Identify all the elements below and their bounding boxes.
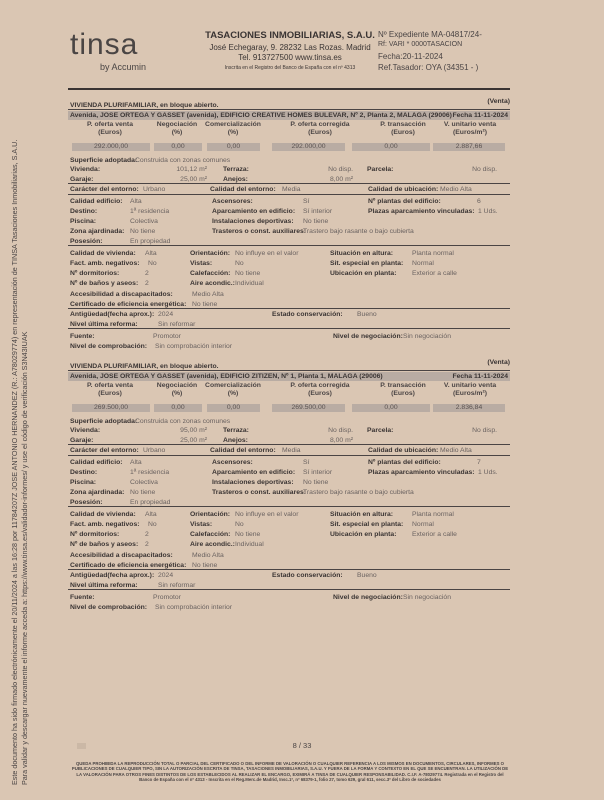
price-header: Negociación (%) [156, 121, 198, 136]
anejos-value: 8,00 m² [329, 176, 353, 183]
posesion-label: Posesión: [70, 499, 103, 506]
divider [68, 245, 510, 246]
calefaccion-value: No tiene [235, 531, 261, 538]
parcela-value: No disp. [472, 427, 497, 434]
price-value: 0,00 [154, 143, 202, 151]
property-address: Avenida, JOSE ORTEGA Y GASSET (avenida), EDIFICIO ZITIZEN, Nº 1, Planta 1, MALAGA (29006) [70, 373, 383, 380]
parcela-label: Parcela: [367, 427, 394, 434]
orientacion-label: Orientación: [190, 250, 231, 257]
zona-label: Zona ajardinada: [70, 228, 125, 235]
property-type: VIVIENDA PLURIFAMILIAR, en bloque abierto. [70, 102, 219, 109]
calefaccion-value: No tiene [235, 270, 261, 277]
calidad-entorno-label: Calidad del entorno: [210, 447, 276, 454]
aparcamiento-label: Aparcamiento en edificio: [212, 208, 296, 215]
plantas-label: Nº plantas del edificio: [368, 459, 441, 466]
plantas-value: 6 [477, 198, 481, 205]
divider [68, 109, 510, 110]
trasteros-label: Trasteros o const. auxiliares: [212, 489, 307, 496]
terraza-label: Terraza: [223, 427, 249, 434]
garaje-value: 25,00 m² [180, 437, 207, 444]
calidad-edificio-value: Alta [130, 198, 142, 205]
aparcamiento-value: Sí interior [303, 469, 333, 476]
divider [68, 328, 510, 329]
price-value: 0,00 [154, 404, 202, 412]
vivienda-value: 95,00 m² [180, 427, 207, 434]
vivienda-label: Vivienda: [70, 427, 101, 434]
report-date: Fecha:20-11-2024 [378, 52, 443, 61]
posesion-value: En propiedad [130, 499, 171, 506]
estado-value: Bueno [357, 572, 377, 579]
certificado-value: No tiene [192, 301, 218, 308]
price-value: 0,00 [207, 143, 260, 151]
orientacion-label: Orientación: [190, 511, 231, 518]
estado-label: Estado conservación: [272, 572, 343, 579]
situacion-label: Situación en altura: [330, 250, 394, 257]
vivienda-value: 101,12 m² [176, 166, 207, 173]
situacion-label: Situación en altura: [330, 511, 394, 518]
superficie-label: Superficie adoptada: [70, 157, 138, 164]
sample-date: Fecha 11-11-2024 [452, 373, 508, 380]
accesibilidad-value: Medio Alta [192, 291, 224, 298]
accesibilidad-value: Medio Alta [192, 552, 224, 559]
fact-label: Fact. amb. negativos: [70, 260, 140, 267]
calidad-vivienda-label: Calidad de vivienda: [70, 250, 136, 257]
sit-especial-label: Sit. especial en planta: [330, 260, 404, 267]
antiguedad-value: 2024 [158, 311, 174, 318]
divider [68, 506, 510, 507]
price-value: 0,00 [352, 143, 430, 151]
terraza-value: No disp. [328, 166, 353, 173]
parcela-label: Parcela: [367, 166, 394, 173]
superficie-value: Construida con zonas comunes [135, 157, 231, 164]
fact-value: No [148, 521, 157, 528]
nivel-reforma-value: Sin reformar [158, 582, 196, 589]
certificado-value: No tiene [192, 562, 218, 569]
company-address: José Echegaray, 9. 28232 Las Rozas. Madrid [209, 43, 371, 52]
nivel-comprobacion-value: Sin comprobación interior [155, 604, 233, 611]
antiguedad-label: Antigüedad(fecha aprox.): [70, 572, 155, 579]
antiguedad-value: 2024 [158, 572, 174, 579]
price-value: 0,00 [352, 404, 430, 412]
price-value: 269.500,00 [72, 404, 150, 412]
trasteros-value: Trastero bajo rasante o bajo cubierta [303, 228, 414, 235]
vistas-label: Vistas: [190, 521, 213, 528]
price-header: P. transacción (Euros) [380, 121, 426, 136]
terraza-value: No disp. [328, 427, 353, 434]
certificado-label: Certificado de eficiencia energética: [70, 301, 187, 308]
banos-label: Nº de baños y aseos: [70, 280, 139, 287]
calidad-ubicacion-value: Medio Alta [440, 447, 472, 454]
estado-label: Estado conservación: [272, 311, 343, 318]
nivel-reforma-label: Nivel última reforma: [70, 321, 138, 328]
zona-value: No tiene [130, 489, 156, 496]
price-value: 0,00 [207, 404, 260, 412]
price-value: 292.000,00 [272, 143, 345, 151]
plantas-value: 7 [477, 459, 481, 466]
nivel-comprobacion-value: Sin comprobación interior [155, 343, 233, 350]
fact-value: No [148, 260, 157, 267]
aparcamiento-label: Aparcamiento en edificio: [212, 469, 296, 476]
antiguedad-label: Antigüedad(fecha aprox.): [70, 311, 155, 318]
tinsa-logo: tinsa [70, 28, 139, 61]
trasteros-label: Trasteros o const. auxiliares: [212, 228, 307, 235]
parcela-value: No disp. [472, 166, 497, 173]
ubicacion-label: Ubicación en planta: [330, 531, 397, 538]
price-header: Negociación (%) [156, 382, 198, 397]
sample-date: Fecha 11-11-2024 [452, 112, 508, 119]
aire-value: Individual [235, 541, 264, 548]
nivel-negociacion-value: Sin negociación [403, 594, 451, 601]
piscina-value: Colectiva [130, 218, 158, 225]
certificado-label: Certificado de eficiencia energética: [70, 562, 187, 569]
anejos-value: 8,00 m² [329, 437, 353, 444]
expediente: Nº Expediente MA-04817/24- [378, 30, 482, 39]
ascensores-label: Ascensores: [212, 198, 253, 205]
legal-notice: QUEDA PROHIBIDA LA REPRODUCCIÓN TOTAL O PARCIAL DEL CERTIFICADO O DEL INFORME DE VALORACIÓN O CUALQUIER REFERENCIA A LOS MISMOS EN DOCUMENTOS, CIRCULARES, INFORMES O PUBLICACIONES DE CUALQUIER TIPO, SIN LA AUTORIZACIÓN ESCRITA DE TINSA, TASACIONES INMOBILIARIAS, S.A.U. Y FUERA DE LA FORMA Y CONTEXTO EN EL QUE SE ENCUENTRAN. LA UTILIZACIÓN DE LA VALORACIÓN PARA OTROS FINES DISTINTOS DE LOS ESTABLECIDOS AL REALIZAR EL ENCARGO, EXIMIRÁ A TINSA DE CUALQUIER RESPONSABILIDAD. C.I.F. A-78029774. Registrada en el Registro del Banco de España con el nº 4313 - Inscrita en el Reg.Merc.de Madrid, Insc.1ª, nº 68379-1, folio 27, tomo 629, gral 611, secc.3ª del Libro de sociedades [71, 761, 509, 783]
divider [68, 569, 510, 570]
signature-note: Este documento ha sido firmado electrónicamente el 20/11/2024 a las 16:28 por 11784207Z JOSE ANTONIO HERNANDEZ (R.: A78029774) en representación de TINSA Tasaciones Inmobiliarias, S.A.U. [10, 139, 19, 785]
destino-label: Destino: [70, 469, 98, 476]
banos-label: Nº de baños y aseos: [70, 541, 139, 548]
piscina-value: Colectiva [130, 479, 158, 486]
caracter-value: Urbano [143, 447, 166, 454]
accesibilidad-label: Accesibilidad a discapacitados: [70, 291, 173, 298]
calidad-vivienda-value: Alta [145, 250, 157, 257]
nivel-comprobacion-label: Nivel de comprobación: [70, 343, 148, 350]
price-value: 269.500,00 [272, 404, 345, 412]
posesion-label: Posesión: [70, 238, 103, 245]
garaje-label: Garaje: [70, 437, 94, 444]
superficie-label: Superficie adoptada: [70, 418, 138, 425]
sit-especial-label: Sit. especial en planta: [330, 521, 404, 528]
calidad-vivienda-label: Calidad de vivienda: [70, 511, 136, 518]
calidad-vivienda-value: Alta [145, 511, 157, 518]
divider [68, 308, 510, 309]
property-address: Avenida, JOSE ORTEGA Y GASSET (avenida), EDIFICIO CREATIVE HOMES BULEVAR, Nº 2, Planta 2, MALAGA (29006) [70, 112, 452, 119]
comparable-2 [0, 359, 604, 619]
caracter-label: Carácter del entorno: [70, 186, 139, 193]
calidad-entorno-value: Media [282, 447, 301, 454]
comparable-1 [0, 98, 604, 358]
nivel-comprobacion-label: Nivel de comprobación: [70, 604, 148, 611]
orientacion-value: No influye en el valor [235, 250, 299, 257]
fuente-value: Promotor [153, 594, 181, 601]
trasteros-value: Trastero bajo rasante o bajo cubierta [303, 489, 414, 496]
divider [68, 183, 510, 184]
fuente-value: Promotor [153, 333, 181, 340]
banos-value: 2 [145, 541, 149, 548]
anejos-label: Anejos: [223, 176, 248, 183]
sit-especial-value: Normal [412, 260, 434, 267]
ascensores-value: Sí [303, 459, 310, 466]
accumin-logo: by Accumin [100, 62, 147, 72]
calidad-ubicacion-value: Medio Alta [440, 186, 472, 193]
nivel-negociacion-label: Nivel de negociación: [333, 333, 403, 340]
calefaccion-label: Calefacción: [190, 270, 231, 277]
garaje-label: Garaje: [70, 176, 94, 183]
nivel-reforma-label: Nivel última reforma: [70, 582, 138, 589]
validation-note: Para validar y descargar nuevamente el informe acceda a: https://www.tinsa.es/validador-informes/ y use el código de verificación S3N43IUAK [20, 331, 29, 785]
zona-label: Zona ajardinada: [70, 489, 125, 496]
dormitorios-value: 2 [145, 531, 149, 538]
reference: Rf: VARI * 0000TASACION [378, 41, 463, 48]
instalaciones-value: No tiene [303, 479, 329, 486]
price-header: P. oferta corregida (Euros) [290, 382, 350, 397]
anejos-label: Anejos: [223, 437, 248, 444]
price-value: 292.000,00 [72, 143, 150, 151]
vivienda-label: Vivienda: [70, 166, 101, 173]
divider [68, 194, 510, 195]
nivel-negociacion-value: Sin negociación [403, 333, 451, 340]
plazas-value: 1 Uds. [478, 469, 498, 476]
price-header: P. oferta venta (Euros) [87, 382, 133, 397]
ascensores-value: Sí [303, 198, 310, 205]
ascensores-label: Ascensores: [212, 459, 253, 466]
posesion-value: En propiedad [130, 238, 171, 245]
property-type: VIVIENDA PLURIFAMILIAR, en bloque abierto. [70, 363, 219, 370]
price-header: P. oferta corregida (Euros) [290, 121, 350, 136]
caracter-label: Carácter del entorno: [70, 447, 139, 454]
calidad-edificio-value: Alta [130, 459, 142, 466]
price-header: P. transacción (Euros) [380, 382, 426, 397]
divider [68, 455, 510, 456]
divider [68, 444, 510, 445]
ubicacion-value: Exterior a calle [412, 270, 457, 277]
nivel-reforma-value: Sin reformar [158, 321, 196, 328]
piscina-label: Piscina: [70, 218, 97, 225]
piscina-label: Piscina: [70, 479, 97, 486]
divider [68, 589, 510, 590]
price-header: V. unitario venta (Euros/m²) [443, 382, 497, 397]
plazas-label: Plazas aparcamiento vinculadas: [368, 208, 475, 215]
terraza-label: Terraza: [223, 166, 249, 173]
sit-especial-value: Normal [412, 521, 434, 528]
aire-label: Aire acondic.: [190, 280, 235, 287]
instalaciones-label: Instalaciones deportivas: [212, 479, 294, 486]
nivel-negociacion-label: Nivel de negociación: [333, 594, 403, 601]
calidad-ubicacion-label: Calidad de ubicación: [368, 186, 439, 193]
price-header: V. unitario venta (Euros/m²) [443, 121, 497, 136]
destino-label: Destino: [70, 208, 98, 215]
company-phone: Tel. 913727500 www.tinsa.es [238, 53, 342, 62]
plazas-value: 1 Uds. [478, 208, 498, 215]
caracter-value: Urbano [143, 186, 166, 193]
zona-value: No tiene [130, 228, 156, 235]
orientacion-value: No influye en el valor [235, 511, 299, 518]
calidad-edificio-label: Calidad edificio: [70, 459, 123, 466]
price-header: Comercialización (%) [205, 121, 261, 136]
operation-type: (Venta) [487, 98, 510, 105]
operation-type: (Venta) [487, 359, 510, 366]
price-value: 2.887,66 [433, 143, 505, 151]
vistas-label: Vistas: [190, 260, 213, 267]
situacion-value: Planta normal [412, 250, 454, 257]
vistas-value: No [235, 260, 244, 267]
dormitorios-value: 2 [145, 270, 149, 277]
plantas-label: Nº plantas del edificio: [368, 198, 441, 205]
appraiser-ref: Ref.Tasador: OYA (34351 - ) [378, 63, 479, 72]
situacion-value: Planta normal [412, 511, 454, 518]
calidad-edificio-label: Calidad edificio: [70, 198, 123, 205]
calefaccion-label: Calefacción: [190, 531, 231, 538]
estado-value: Bueno [357, 311, 377, 318]
instalaciones-value: No tiene [303, 218, 329, 225]
fuente-label: Fuente: [70, 594, 95, 601]
aire-label: Aire acondic.: [190, 541, 235, 548]
vistas-value: No [235, 521, 244, 528]
aire-value: Individual [235, 280, 264, 287]
calidad-entorno-label: Calidad del entorno: [210, 186, 276, 193]
page-number: 8 / 33 [292, 741, 312, 750]
company-registry: Inscrita en el Registro del Banco de España con el nº 4313 [224, 65, 356, 71]
fact-label: Fact. amb. negativos: [70, 521, 140, 528]
garaje-value: 25,00 m² [180, 176, 207, 183]
dormitorios-label: Nº dormitorios: [70, 531, 120, 538]
header-divider [68, 88, 510, 90]
destino-value: 1ª residencia [130, 469, 170, 476]
superficie-value: Construida con zonas comunes [135, 418, 231, 425]
calidad-ubicacion-label: Calidad de ubicación: [368, 447, 439, 454]
plazas-label: Plazas aparcamiento vinculadas: [368, 469, 475, 476]
price-value: 2.836,84 [433, 404, 505, 412]
price-header: Comercialización (%) [205, 382, 261, 397]
fuente-label: Fuente: [70, 333, 95, 340]
price-header: P. oferta venta (Euros) [87, 121, 133, 136]
dormitorios-label: Nº dormitorios: [70, 270, 120, 277]
destino-value: 1ª residencia [130, 208, 170, 215]
ubicacion-value: Exterior a calle [412, 531, 457, 538]
ubicacion-label: Ubicación en planta: [330, 270, 397, 277]
instalaciones-label: Instalaciones deportivas: [212, 218, 294, 225]
company-name: TASACIONES INMOBILIARIAS, S.A.U. [205, 30, 375, 41]
divider [68, 370, 510, 371]
accesibilidad-label: Accesibilidad a discapacitados: [70, 552, 173, 559]
aparcamiento-value: Sí interior [303, 208, 333, 215]
banos-value: 2 [145, 280, 149, 287]
calidad-entorno-value: Media [282, 186, 301, 193]
